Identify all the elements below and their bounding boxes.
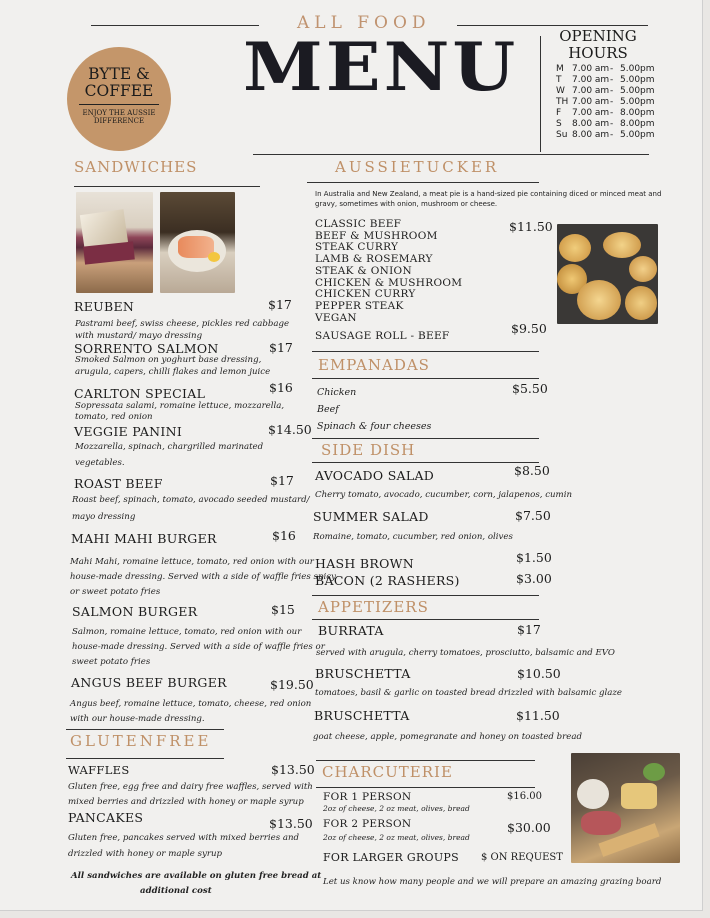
empanadas-rule-top [312,351,539,352]
menu-item-price: $16 [272,528,296,543]
header-rule-left [91,25,259,26]
sausage-roll-price: $9.50 [511,321,547,336]
menu-item-desc: Salmon, romaine lettuce, tomato, red onion with our [72,627,302,637]
menu-item-price: $17 [269,340,293,355]
menu-item-name: FOR 1 PERSON [323,791,412,803]
menu-item-price: $19.50 [270,677,314,692]
menu-item-price: $17 [268,297,292,312]
menu-item-desc: Sopressata salami, romaine lettuce, mozzarella, [75,401,285,411]
hours-close: 5.00pm [620,97,655,107]
empanada-item: Spinach & four cheeses [317,421,432,432]
menu-item-name: ROAST BEEF [74,476,163,491]
pie-item: STEAK & ONION [315,264,412,277]
hours-close: 8.00pm [620,119,655,129]
menu-item-desc: mayo dressing [72,512,136,522]
hours-open: 8.00 am [572,130,610,140]
menu-item-name: SUMMER SALAD [313,509,429,524]
hours-row: S 8.00 am - 8.00pm [556,119,655,129]
hours-row: M 7.00 am - 5.00pm [556,64,655,74]
hours-row: Su 8.00 am - 5.00pm [556,130,655,140]
pie-item: VEGAN [315,311,357,324]
menu-item-name: BURRATA [318,623,384,638]
aussietucker-title: AUSSIETUCKER [335,158,500,176]
menu-item-price: $17 [517,622,541,637]
hours-open: 7.00 am [572,108,610,118]
logo-line2: COFFEE [84,82,154,100]
hours-day: W [556,86,565,96]
hours-row: T 7.00 am - 5.00pm [556,75,655,85]
menu-item-price: $1.50 [516,550,552,565]
glutenfree-note-2: additional cost [140,886,212,896]
menu-item-desc: or sweet potato fries [70,587,161,597]
menu-item-desc: Roast beef, spinach, tomato, avocado seeded mustard/ [72,495,310,505]
hours-day: M [556,64,564,74]
hours-title-1: OPENING [559,27,637,45]
menu-item-name: HASH BROWN [315,556,414,571]
aussietucker-rule [307,182,539,183]
empanadas-rule-bottom [312,378,539,379]
header-bottom-rule [253,154,649,155]
logo-line1: BYTE & [88,65,150,83]
hours-day: T [556,75,562,85]
menu-item-desc: 2oz of cheese, 2 oz meat, olives, bread [323,833,470,842]
menu-item-price: $14.50 [268,422,312,437]
sidedish-rule-bottom [312,462,539,463]
menu-item-name: BACON (2 RASHERS) [315,573,460,588]
appetizers-rule-top [312,595,539,596]
menu-item-name: PANCAKES [68,810,144,825]
menu-item-desc: house-made dressing. Served with a side of waffle fries spicy [70,572,336,582]
hours-row: F 7.00 am - 8.00pm [556,108,655,118]
menu-item-desc: Romaine, tomato, cucumber, red onion, olives [313,532,513,542]
menu-item-name: SALMON BURGER [72,604,198,619]
menu-item-desc: tomatoes, basil & garlic on toasted bread drizzled with balsamic glaze [315,688,622,698]
menu-item-desc: served with arugula, cherry tomatoes, prosciutto, balsamic and EVO [316,648,615,658]
menu-item-price: $17 [270,473,294,488]
hours-day: S [556,119,562,129]
menu-item-name: SORRENTO SALMON [74,341,219,356]
menu-item-price: $30.00 [507,820,551,835]
hours-close: 5.00pm [620,86,655,96]
menu-item-name: ANGUS BEEF BURGER [71,675,227,690]
menu-item-name: REUBEN [74,299,135,314]
pie-item: STEAK CURRY [315,241,399,254]
salmon-photo [160,192,235,293]
menu-item-name: BRUSCHETTA [315,666,411,681]
pie-item: PEPPER STEAK [315,299,404,312]
menu-item-desc: Mahi Mahi, romaine lettuce, tomato, red onion with our [70,557,314,567]
menu-item-desc: arugula, capers, chilli flakes and lemon juice [75,367,271,377]
appetizers-rule-bottom [312,619,539,620]
hours-open: 7.00 am [572,86,610,96]
cafe-logo [67,47,171,151]
header-rule-right [457,25,648,26]
menu-item-desc: Gluten free, pancakes served with mixed berries and [68,833,300,843]
empanada-price: $5.50 [512,381,548,396]
menu-item-desc: Pastrami beef, swiss cheese, pickles red cabbage [75,319,290,329]
hours-day: TH [556,97,569,107]
menu-item-desc: Mozzarella, spinach, chargrilled marinated [75,442,264,452]
menu-item-name: MAHI MAHI BURGER [71,531,217,546]
menu-item-price: $10.50 [517,666,561,681]
empanadas-title: EMPANADAS [318,356,430,374]
menu-item-desc: Cherry tomato, avocado, cucumber, corn, jalapenos, cumin [315,490,572,500]
charcuterie-photo [571,753,680,863]
charcuterie-note: Let us know how many people and we will prepare an amazing grazing board [323,877,662,887]
pie-price: $11.50 [509,219,553,234]
charcuterie-title: CHARCUTERIE [322,763,453,781]
menu-item-name: WAFFLES [68,763,130,777]
pie-item: BEEF & MUSHROOM [315,229,438,242]
glutenfree-title: GLUTENFREE [70,732,212,750]
menu-item-desc: sweet potato fries [72,657,151,667]
menu-item-desc: with mustard/ mayo dressing [75,331,203,341]
menu-item-price: $15 [271,602,295,617]
hours-open: 8.00 am [572,119,610,129]
aussietucker-intro-2: gravy, sometimes with onion, mushroom or cheese. [315,200,498,208]
glutenfree-note-1: All sandwiches are available on gluten free bread at [71,871,322,881]
menu-item-price: $16.00 [507,791,542,802]
logo-divider [79,104,159,105]
menu-item-desc: vegetables. [75,458,125,468]
hours-day: F [556,108,562,118]
charcuterie-rule-top [316,760,535,761]
menu-item-desc: Angus beef, romaine lettuce, tomato, cheese, red onion [70,699,312,709]
menu-item-desc: goat cheese, apple, pomegranate and honey on toasted bread [313,732,582,742]
hours-day: Su [556,130,568,140]
menu-item-name: AVOCADO SALAD [315,468,435,483]
sidedish-title: SIDE DISH [321,441,416,459]
hours-row: TH 7.00 am - 5.00pm [556,97,655,107]
menu-item-price: $3.00 [516,571,552,586]
sidedish-rule-top [312,438,539,439]
menu-item-price: $11.50 [516,708,560,723]
menu-item-desc: Gluten free, egg free and dairy free waffles, served with [68,782,313,792]
pie-item: CHICKEN CURRY [315,288,416,301]
menu-item-desc: tomato, red onion [75,412,153,422]
sausage-roll-name: SAUSAGE ROLL - BEEF [315,330,450,342]
hours-open: 7.00 am [572,75,610,85]
empanada-item: Beef [317,404,339,415]
menu-item-price: $7.50 [515,508,551,523]
menu-item-price: $ ON REQUEST [481,852,563,863]
menu-item-desc: drizzled with honey or maple syrup [68,849,222,859]
charcuterie-rule-bottom [316,787,535,788]
menu-item-price: $16 [269,380,293,395]
sandwiches-title: SANDWICHES [74,158,198,176]
pie-item: CLASSIC BEEF [315,218,402,230]
menu-item-desc: mixed berries and drizzled with honey or maple syrup [68,797,304,807]
menu-item-name: FOR 2 PERSON [323,818,412,830]
menu-item-desc: house-made dressing. Served with a side of waffle fries or [72,642,325,652]
pie-item: CHICKEN & MUSHROOM [315,276,463,289]
menu-item-desc: 2oz of cheese, 2 oz meat, olives, bread [323,804,470,813]
menu-item-name: VEGGIE PANINI [74,424,183,439]
hours-row: W 7.00 am - 5.00pm [556,86,655,96]
hours-close: 5.00pm [620,130,655,140]
glutenfree-rule-bottom [66,758,224,759]
menu-item-price: $13.50 [271,762,315,777]
hours-close: 5.00pm [620,64,655,74]
meat-pies-photo [557,224,658,324]
logo-tagline1: ENJOY THE AUSSIE [82,109,156,117]
appetizers-title: APPETIZERS [318,598,429,616]
menu-title: MENU [243,27,519,106]
hours-divider [540,36,541,152]
sandwiches-rule [74,186,260,187]
glutenfree-rule-top [66,729,224,730]
menu-item-desc: with our house-made dressing. [70,714,205,724]
menu-item-name: CARLTON SPECIAL [74,386,206,401]
menu-item-name: BRUSCHETTA [314,708,410,723]
hours-table [553,64,663,141]
menu-item-price: $13.50 [269,816,313,831]
hours-title-2: HOURS [568,44,628,62]
pie-item: LAMB & ROSEMARY [315,253,433,266]
empanada-item: Chicken [317,387,357,398]
reuben-photo [76,192,153,293]
pie-list [315,219,462,324]
aussietucker-intro-1: In Australia and New Zealand, a meat pie is a hand-sized pie containing diced or minced meat and [315,190,662,198]
hours-close: 8.00pm [620,108,655,118]
menu-subtitle: ALL FOOD [297,13,431,33]
hours-open: 7.00 am [572,64,610,74]
menu-item-name: FOR LARGER GROUPS [323,851,459,864]
menu-item-desc: Smoked Salmon on yoghurt base dressing, [75,355,262,365]
hours-open: 7.00 am [572,97,610,107]
hours-close: 5.00pm [620,75,655,85]
logo-tagline2: DIFFERENCE [93,117,145,125]
menu-item-price: $8.50 [514,463,550,478]
